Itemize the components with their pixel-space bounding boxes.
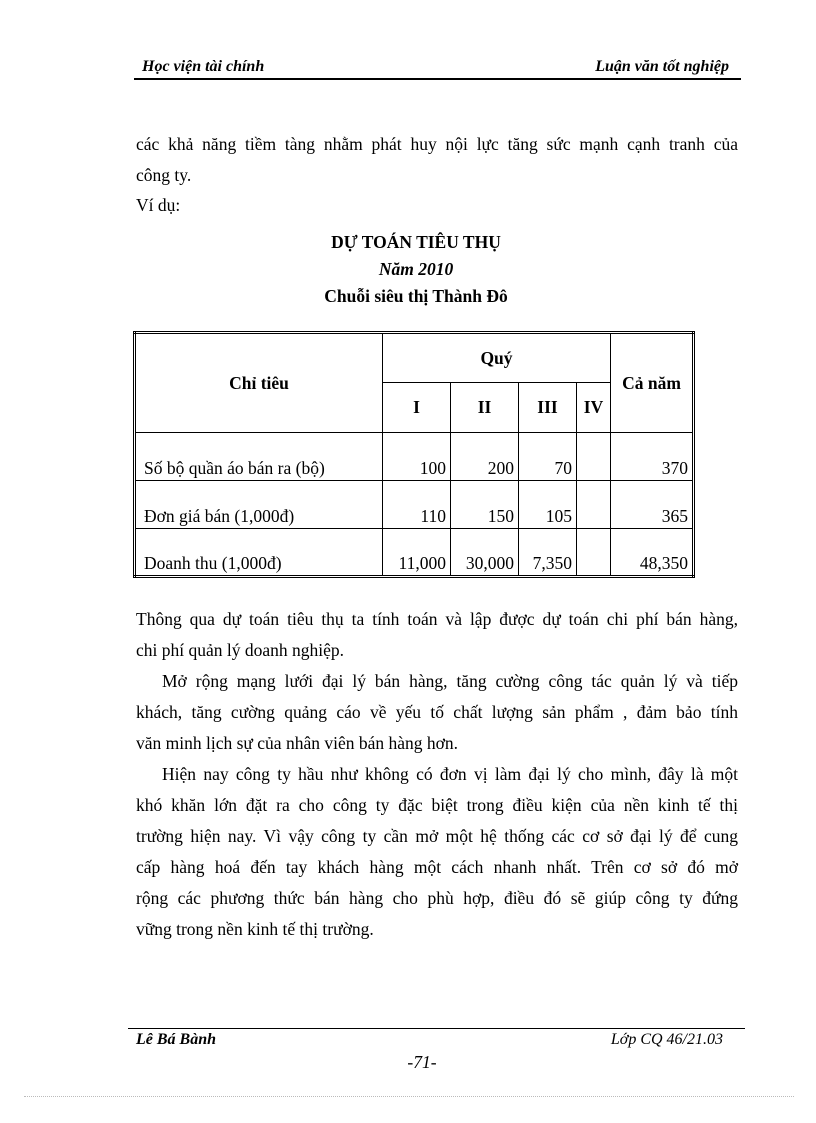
row-label: Đơn giá bán (1,000đ): [135, 481, 383, 529]
cell-value: 70: [519, 433, 577, 481]
body-text: [136, 604, 738, 945]
estimate-company: Chuỗi siêu thị Thành Đô: [324, 286, 508, 306]
text-line: rộng các phương thức bán hàng cho phù hợp, điều đó sẽ giúp công ty đứng: [136, 888, 738, 908]
header-doc-type: Luận văn tốt nghiệp: [595, 58, 729, 75]
header-quarter-3: III: [519, 383, 577, 433]
table-row: [135, 481, 694, 529]
header-quarter: Quý: [383, 333, 611, 383]
text-line: chi phí quản lý doanh nghiệp.: [136, 640, 345, 660]
cell-value: 11,000: [383, 529, 451, 577]
header-total: Cả năm: [611, 333, 694, 433]
header-quarter-2: II: [451, 383, 519, 433]
footer-author: Lê Bá Bành: [136, 1031, 217, 1048]
text-line: các khả năng tiềm tàng nhằm phát huy nội lực tăng sức mạnh cạnh tranh của: [136, 134, 738, 154]
text-line: Hiện nay công ty hầu như không có đơn vị làm đại lý cho mình, đây là một: [162, 764, 738, 784]
text-line: công ty.: [136, 164, 192, 185]
page-edge-divider: [24, 1096, 794, 1097]
cell-value: [577, 481, 611, 529]
text-line: văn minh lịch sự của nhân viên bán hàng hơn.: [136, 733, 458, 753]
intro-paragraph: [136, 129, 738, 221]
text-line: Mở rộng mạng lưới đại lý bán hàng, tăng cường công tác quản lý và tiếp: [162, 671, 738, 691]
text-line: Thông qua dự toán tiêu thụ ta tính toán và lập được dự toán chi phí bán hàng,: [136, 609, 738, 629]
sales-estimate-table: [133, 331, 695, 578]
estimate-year: Năm 2010: [378, 259, 454, 279]
header-indicator: Chỉ tiêu: [135, 333, 383, 433]
header-quarter-4: IV: [577, 383, 611, 433]
text-line: vững trong nền kinh tế thị trường.: [136, 919, 374, 939]
header-institution: Học viện tài chính: [142, 58, 265, 75]
cell-total: 48,350: [611, 529, 694, 577]
text-line: khách, tăng cường quảng cáo về yếu tố chất lượng sản phẩm , đảm bảo tính: [136, 702, 738, 722]
cell-value: [577, 529, 611, 577]
text-line: cấp hàng hoá đến tay khách hàng một cách nhanh nhất. Trên cơ sở đó mở: [136, 857, 738, 877]
page-header: [134, 56, 741, 80]
cell-value: 100: [383, 433, 451, 481]
header-quarter-1: I: [383, 383, 451, 433]
page-number: -71-: [407, 1052, 437, 1072]
text-line: Ví dụ:: [136, 195, 181, 215]
row-label: Doanh thu (1,000đ): [135, 529, 383, 577]
cell-value: 200: [451, 433, 519, 481]
text-line: khó khăn lớn đặt ra cho công ty đặc biệt trong điều kiện của nền kinh tế thị: [136, 795, 738, 815]
page-footer: [128, 1028, 745, 1048]
text-line: trường hiện nay. Vì vậy công ty cần mở một hệ thống các cơ sở đại lý để cung: [136, 826, 738, 846]
cell-total: 370: [611, 433, 694, 481]
table-row: [135, 529, 694, 577]
cell-value: 150: [451, 481, 519, 529]
cell-value: [577, 433, 611, 481]
cell-value: 7,350: [519, 529, 577, 577]
footer-class: Lớp CQ 46/21.03: [610, 1031, 723, 1048]
table-row: [135, 433, 694, 481]
cell-value: 105: [519, 481, 577, 529]
row-label: Số bộ quần áo bán ra (bộ): [135, 433, 383, 481]
cell-value: 30,000: [451, 529, 519, 577]
cell-total: 365: [611, 481, 694, 529]
cell-value: 110: [383, 481, 451, 529]
estimate-title: DỰ TOÁN TIÊU THỤ: [331, 232, 501, 252]
